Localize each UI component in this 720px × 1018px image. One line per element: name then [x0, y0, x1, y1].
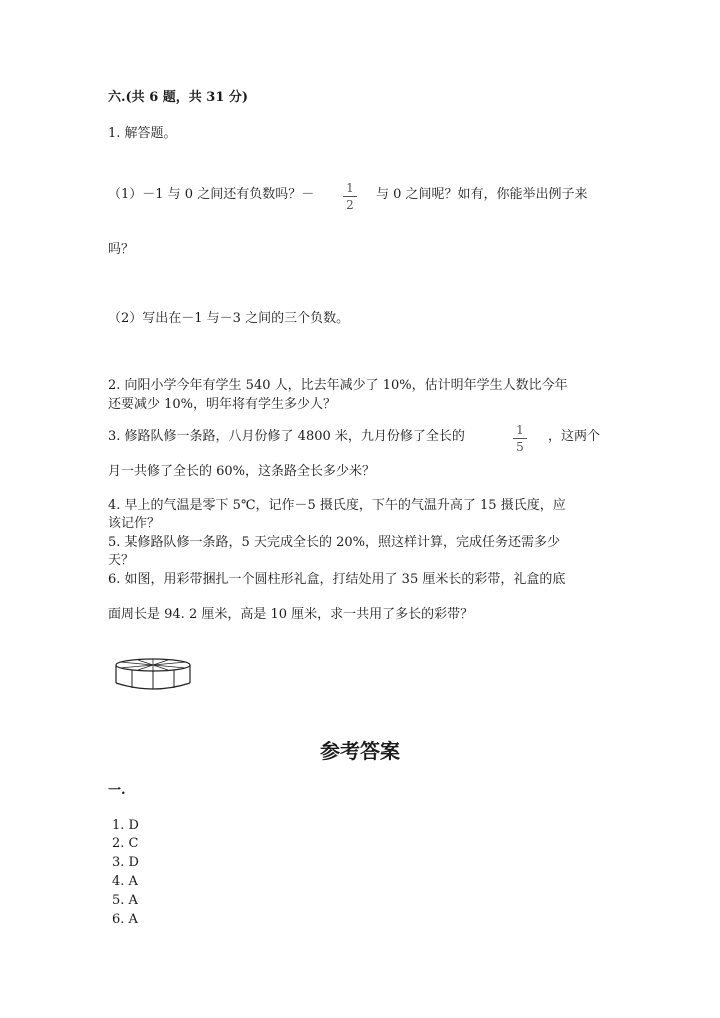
- question-1-part1-text-cont: 与 0 之间呢？如有，你能举出例子来: [376, 187, 588, 202]
- question-2-line2: 还要减少 10%，明年将有学生多少人？: [108, 397, 337, 412]
- fraction-one-fifth: [512, 423, 528, 454]
- question-5-line1: 5. 某修路队修一条路，5 天完成全长的 20%，照这样计算，完成任务还需多少: [108, 535, 560, 550]
- question-2-line1: 2. 向阳小学今年有学生 540 人，比去年减少了 10%，估计明年学生人数比今年: [108, 378, 568, 393]
- answer-item: 4. A: [112, 874, 138, 889]
- answer-section-one: 一.: [108, 783, 126, 798]
- question-1-label: 1. 解答题。: [108, 126, 177, 141]
- question-6-line1: 6. 如图，用彩带捆扎一个圆柱形礼盒，打结处用了 35 厘米长的彩带，礼盒的底: [108, 572, 566, 587]
- fraction-bar: [343, 196, 357, 197]
- question-4-line2: 该记作？: [108, 516, 161, 531]
- fraction-bar: [513, 438, 527, 439]
- fraction-numerator: 1: [516, 423, 524, 437]
- fraction-numerator: 1: [346, 181, 354, 195]
- question-1-part2-text: （2）写出在－1 与－3 之间的三个负数。: [108, 311, 350, 326]
- question-1-part1-text-end: 吗？: [108, 242, 135, 257]
- fraction-one-half: [342, 181, 358, 212]
- question-5-line2: 天？: [108, 553, 135, 568]
- fraction-denominator: 2: [346, 198, 354, 212]
- question-4-line1: 4. 早上的气温是零下 5℃，记作－5 摄氏度，下午的气温升高了 15 摄氏度，应: [108, 498, 566, 513]
- question-6-line2: 面周长是 94. 2 厘米，高是 10 厘米，求一共用了多长的彩带？: [108, 607, 474, 622]
- question-1-part1-text: （1）－1 与 0 之间还有负数吗？－: [108, 187, 315, 202]
- section-heading: 六.(共 6 题，共 31 分): [108, 90, 249, 105]
- gift-box-cylinder-figure: [112, 655, 196, 695]
- question-3-text: 3. 修路队修一条路，八月份修了 4800 米，九月份修了全长的: [108, 429, 465, 444]
- question-3-line2: 月一共修了全长的 60%，这条路全长多少米？: [108, 464, 376, 479]
- fraction-denominator: 5: [516, 440, 524, 454]
- answer-item: 5. A: [112, 893, 138, 908]
- answer-key-title: 参考答案: [320, 739, 400, 763]
- answer-item: 6. A: [112, 912, 138, 927]
- answer-item: 1. D: [112, 818, 139, 833]
- answer-item: 2. C: [112, 836, 139, 851]
- answer-item: 3. D: [112, 855, 139, 870]
- question-3-text-cont: ，这两个: [548, 429, 601, 444]
